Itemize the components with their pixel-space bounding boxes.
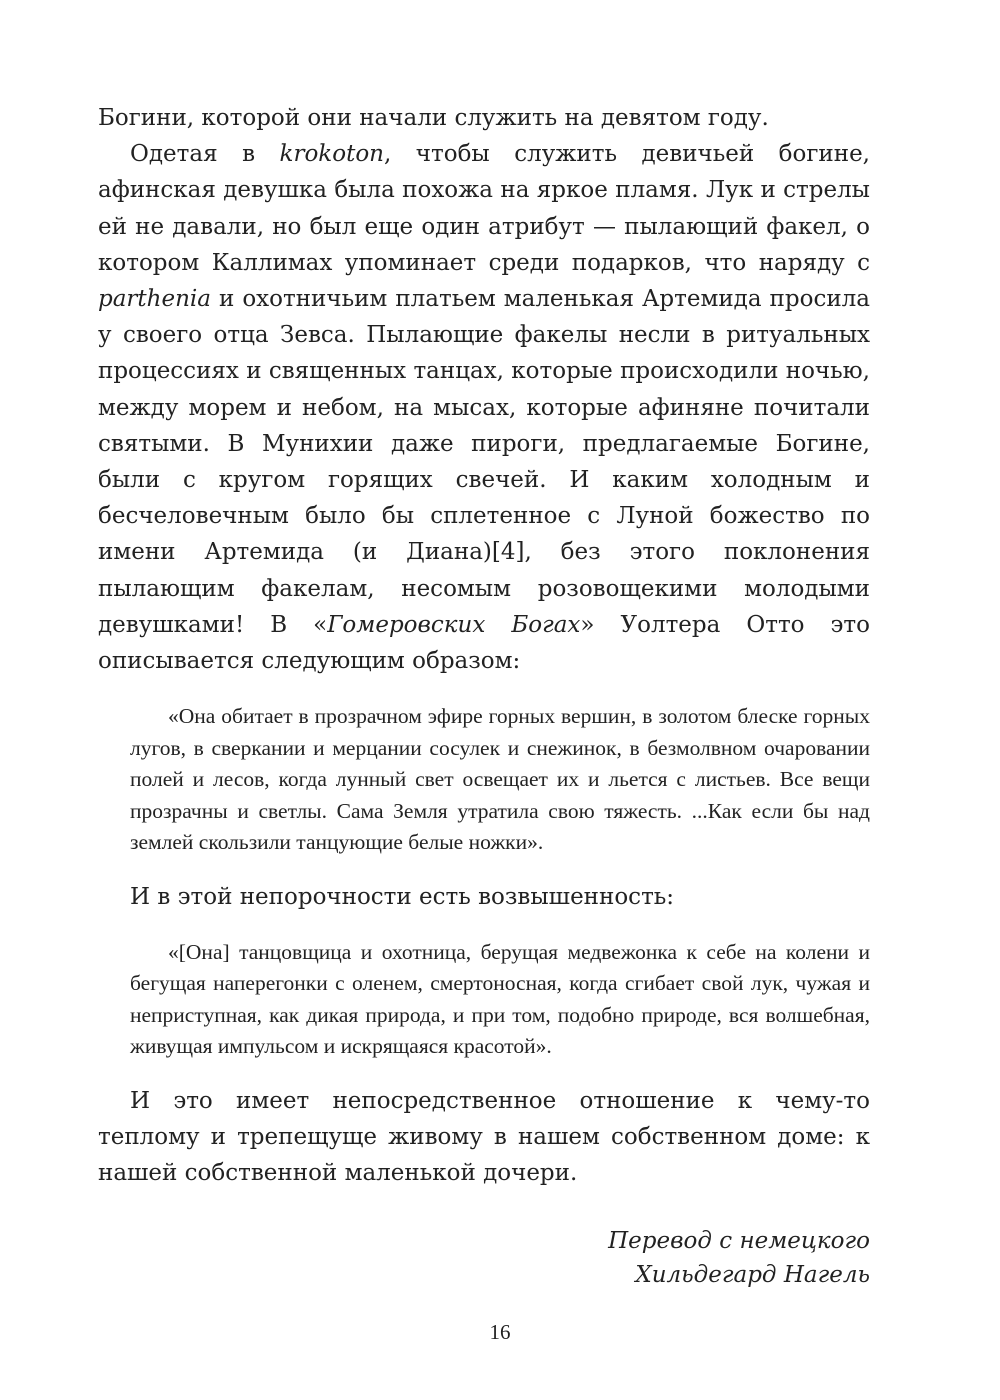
page-body [98,100,870,1292]
paragraph-purity: И в этой непорочности есть возвышенность: [130,883,675,910]
paragraph-text-1c: и охотничьим платьем маленькая Артемида просила у своего отца Зевса. Пылающие факелы несли в ритуальных процессиях и священных танцах, которые происходили ночью, между морем и небом, на мысах, которые афиняне почитали святыми. В Мунихии даже пироги, предлагаемые Богине, были с кругом горящих свечей. И каким холодным и бесчеловечным было бы сплетенное с Луной божество по имени Артемида (и Диана)[4], без этого поклонения пылающим факелам, несомым розовощекими молодыми девушками! В « [98,286,870,638]
translator-signature [98,1224,870,1292]
paragraph-text-1a: Одетая в [130,141,280,168]
signature-line-1: Перевод с немецкого [608,1227,870,1254]
paragraph-daughter: И это имеет непосредственное отношение к чему-то теплому и трепещуще живому в нашем собственном доме: к нашей собственной маленькой дочери. [98,1087,870,1187]
italic-book-title: Гомеровских Богах [327,611,581,638]
signature-line-2: Хильдегард Нагель [635,1261,870,1288]
paragraph-text-1d: » Уолтера Отто это описывается следующим образом: [98,611,870,675]
italic-parthenia: parthenia [98,286,211,313]
page-number: 16 [489,1320,511,1344]
block-quote-1: «Она обитает в прозрачном эфире горных вершин, в золотом блеске горных лугов, в сверкании и мерцании сосулек и снежинок, в безмолвном очаровании полей и лесов, когда лунный свет освещает их и льется с листьев. Все вещи прозрачны и светлы. Сама Земля утратила свою тяжесть. ...Как если бы над землей скользили танцующие белые ножки». [130,704,870,855]
paragraph-krokoton [98,136,870,679]
paragraph-text-1b: , чтобы служить девичьей богине, афинская девушка была похожа на яркое пламя. Лук и стрелы ей не давали, но был еще один атрибут — пылающий факел, о котором Каллимах упоминает среди подарков, что наряду с [98,141,870,276]
italic-krokoton: krokoton [279,141,384,168]
block-quote-2: «[Она] танцовщица и охотница, берущая медвежонка к себе на колени и бегущая наперегонки с оленем, смертоносная, когда сгибает свой лук, чужая и неприступная, как дикая природа, и при том, подобно природе, вся волшебная, живущая импульсом и искрящаяся красотой». [130,939,870,1059]
paragraph-continuation: Богини, которой они начали служить на девятом году. [98,105,769,131]
